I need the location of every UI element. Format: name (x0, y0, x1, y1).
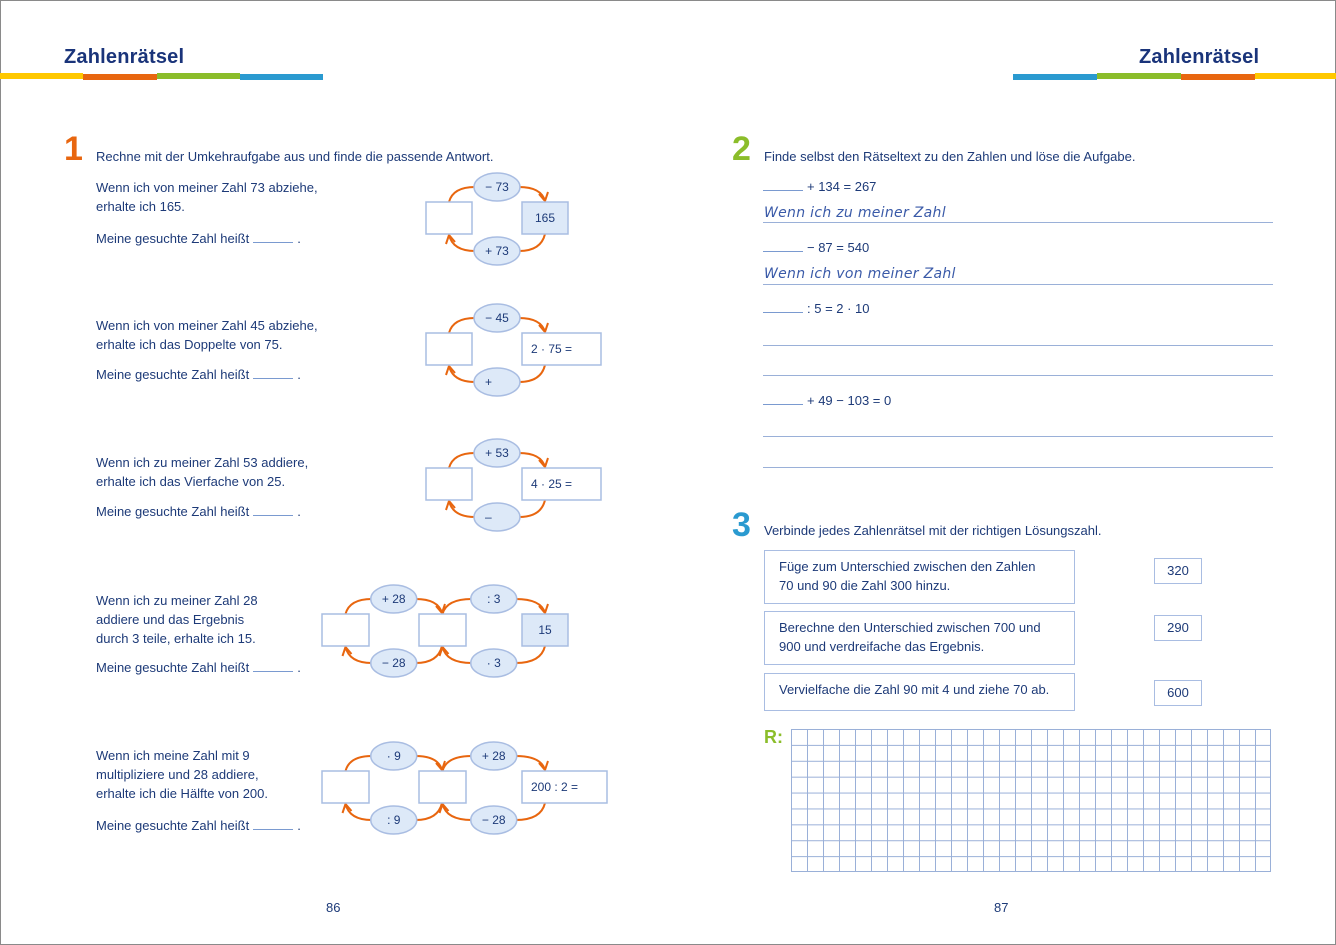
answer-sentence: Meine gesuchte Zahl heißt . (96, 818, 301, 833)
right-page-header: Zahlenrätsel (1139, 46, 1260, 68)
answer-prefix: Meine gesuchte Zahl heißt (96, 660, 250, 675)
puzzle-text-line: Wenn ich meine Zahl mit 9 (96, 748, 250, 763)
answer-blank[interactable] (763, 393, 803, 405)
puzzle-text-line: durch 3 teile, erhalte ich 15. (96, 631, 256, 646)
operator-label: – (485, 510, 492, 524)
arrow-arc (416, 756, 442, 770)
operator-label: + 53 (485, 446, 509, 460)
puzzle-text-line: Wenn ich zu meiner Zahl 53 addiere, (96, 455, 309, 470)
task-number-1: 1 (64, 130, 83, 168)
task1-instruction: Rechne mit der Umkehraufgabe aus und finde die passende Antwort. (96, 149, 494, 164)
puzzle-text-line: multipliziere und 28 addiere, (96, 767, 259, 782)
operator-label: + (485, 375, 493, 389)
arrow-arc (416, 646, 442, 663)
arrow-arc (416, 803, 442, 820)
riddle-card-3[interactable] (764, 673, 1075, 711)
arrow-arc (449, 453, 475, 468)
left-page-header: Zahlenrätsel (64, 46, 185, 68)
puzzle-text-line: erhalte ich das Vierfache von 25. (96, 474, 286, 489)
equation-1 (763, 177, 876, 196)
number-box-value: 165 (534, 211, 556, 225)
arrow-arc (443, 647, 472, 663)
writing-line[interactable] (763, 284, 1273, 285)
operator-label: + 73 (485, 244, 509, 258)
operator-label: − 73 (485, 180, 509, 194)
number-box[interactable] (419, 771, 466, 803)
calculation-grid[interactable] (791, 729, 1271, 872)
operator-bubble[interactable] (474, 503, 520, 531)
puzzle-text-line: Wenn ich von meiner Zahl 45 abziehe, (96, 318, 318, 333)
answer-prefix: Meine gesuchte Zahl heißt (96, 367, 250, 382)
arrow-arc (443, 756, 472, 771)
arrow-arc (449, 366, 475, 382)
equation-text: + 49 − 103 = 0 (807, 393, 892, 408)
equation-4 (763, 391, 891, 410)
riddle-line: Füge zum Unterschied zwischen den Zahlen (779, 559, 1036, 574)
arrow-arc (416, 599, 442, 613)
number-box-value: 200 : 2 = (531, 780, 579, 794)
answer-prefix: Meine gesuchte Zahl heißt (96, 818, 250, 833)
task2-instruction: Finde selbst den Rätseltext zu den Zahlen und löse die Aufgabe. (764, 149, 1136, 164)
number-box[interactable] (426, 202, 472, 234)
equation-3 (763, 299, 870, 318)
task-number-3: 3 (732, 506, 751, 544)
puzzle-text-line: Wenn ich von meiner Zahl 73 abziehe, (96, 180, 318, 195)
riddle-line: Vervielfache die Zahl 90 mit 4 und ziehe 70 ab. (779, 682, 1050, 697)
arrow-arc (346, 599, 372, 614)
operator-label: − 45 (485, 311, 509, 325)
operator-label: · 9 (386, 749, 401, 763)
arrow-arc (519, 318, 545, 332)
solution-box-320[interactable]: 320 (1154, 558, 1202, 584)
riddle-line: 70 und 90 die Zahl 300 hinzu. (779, 578, 951, 593)
writing-line[interactable] (763, 436, 1273, 437)
puzzle-text-line: Wenn ich zu meiner Zahl 28 (96, 593, 258, 608)
handwritten-answer-1: Wenn ich zu meiner Zahl (764, 205, 946, 221)
header-bar-orange (1181, 74, 1255, 80)
answer-blank[interactable] (763, 240, 803, 252)
puzzle-text-line: erhalte ich die Hälfte von 200. (96, 786, 268, 801)
arrow-arc (443, 804, 472, 820)
answer-blank[interactable] (763, 179, 803, 191)
writing-line[interactable] (763, 222, 1273, 223)
number-box-value: 15 (538, 623, 552, 637)
operator-label: − 28 (381, 656, 406, 670)
handwritten-answer-2: Wenn ich von meiner Zahl (764, 266, 956, 282)
arrow-arc (519, 187, 545, 201)
operator-label: : 9 (387, 813, 401, 827)
arrow-arc (449, 318, 475, 333)
answer-sentence: Meine gesuchte Zahl heißt . (96, 504, 301, 519)
page-number-left: 86 (326, 900, 341, 915)
arrow-arc (346, 804, 372, 820)
riddle-line: Berechne den Unterschied zwischen 700 und (779, 620, 1041, 635)
arrow-arc (443, 599, 472, 614)
puzzle-text-line: erhalte ich das Doppelte von 75. (96, 337, 283, 352)
equation-2 (763, 238, 869, 257)
number-box-value: 2 · 75 = (531, 342, 573, 356)
arrow-arc (516, 756, 545, 770)
riddle-card-1[interactable] (764, 550, 1075, 604)
puzzle-text-line: erhalte ich 165. (96, 199, 185, 214)
writing-line[interactable] (763, 345, 1273, 346)
header-bar-blue (1013, 74, 1097, 80)
operator-label: + 28 (481, 749, 506, 763)
header-bar-yellow (1255, 73, 1336, 79)
arrow-arc (516, 803, 545, 820)
arrow-arc (519, 453, 545, 467)
number-box[interactable] (322, 771, 369, 803)
task-number-2: 2 (732, 130, 751, 168)
arrow-arc (449, 235, 475, 251)
arrow-arc (519, 365, 545, 382)
number-box-value: 4 · 25 = (531, 477, 573, 491)
arrow-arc (519, 500, 545, 517)
answer-sentence: Meine gesuchte Zahl heißt . (96, 660, 301, 675)
answer-prefix: Meine gesuchte Zahl heißt (96, 504, 250, 519)
operator-label: + 28 (381, 592, 406, 606)
answer-blank[interactable] (763, 301, 803, 313)
number-box[interactable] (426, 333, 472, 365)
calculation-label: R: (764, 727, 783, 747)
solution-box-600[interactable]: 600 (1154, 680, 1202, 706)
arrow-arc (346, 647, 372, 663)
number-box[interactable] (322, 614, 369, 646)
operator-bubble[interactable] (474, 368, 520, 396)
arrow-arc (516, 646, 545, 663)
equation-text: : 5 = 2 · 10 (807, 301, 870, 316)
operator-label: · 3 (486, 656, 501, 670)
number-box[interactable] (426, 468, 472, 500)
arrow-arc (346, 756, 372, 771)
writing-line[interactable] (763, 375, 1273, 376)
writing-line[interactable] (763, 467, 1273, 468)
answer-prefix: Meine gesuchte Zahl heißt (96, 231, 250, 246)
arrow-arc (516, 599, 545, 613)
equation-text: + 134 = 267 (807, 179, 877, 194)
solution-box-290[interactable]: 290 (1154, 615, 1202, 641)
arrow-arc (449, 187, 475, 202)
riddle-card-2[interactable] (764, 611, 1075, 665)
arrow-arc (449, 501, 475, 517)
page-number-right: 87 (994, 900, 1009, 915)
answer-sentence: Meine gesuchte Zahl heißt . (96, 367, 301, 382)
operator-label: − 28 (481, 813, 506, 827)
equation-text: − 87 = 540 (807, 240, 870, 255)
operator-label: : 3 (487, 592, 501, 606)
puzzle-text-line: addiere und das Ergebnis (96, 612, 245, 627)
number-box[interactable] (419, 614, 466, 646)
arrow-arc (519, 234, 545, 251)
riddle-line: 900 und verdreifache das Ergebnis. (779, 639, 985, 654)
answer-sentence: Meine gesuchte Zahl heißt . (96, 231, 301, 246)
header-bar-green (1097, 73, 1181, 79)
task3-instruction: Verbinde jedes Zahlenrätsel mit der richtigen Lösungszahl. (764, 523, 1102, 538)
